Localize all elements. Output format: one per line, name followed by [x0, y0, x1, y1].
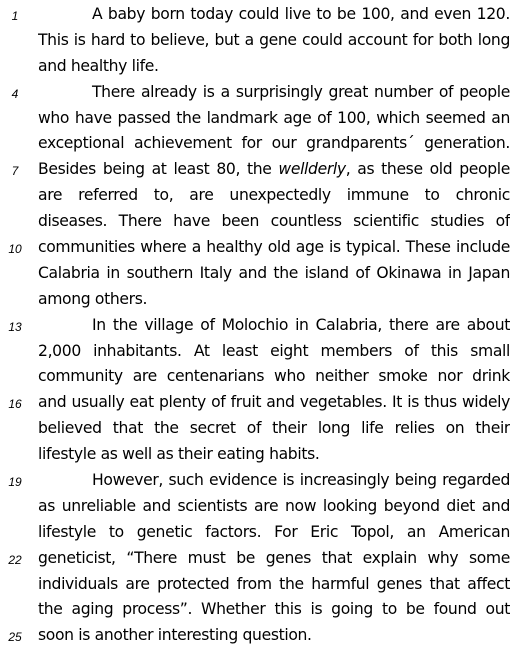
line-text: geneticist, “There must be genes that explain why some [38, 548, 510, 567]
line-number: 7 [11, 164, 19, 179]
text-line [0, 494, 521, 520]
line-text: exceptional achievement for our grandparents´ generation. [38, 134, 510, 153]
text-line [0, 339, 521, 365]
line-number: 16 [8, 397, 22, 412]
text-line [0, 520, 521, 546]
text-line [0, 261, 521, 287]
text-line [0, 313, 521, 339]
text-line [0, 106, 521, 132]
line-number: 13 [8, 319, 22, 334]
line-text: who have passed the landmark age of 100, which seemed an [38, 108, 510, 127]
text-line [0, 416, 521, 442]
text-line [0, 390, 521, 416]
line-text: Calabria in southern Italy and the island of Okinawa in Japan [38, 263, 510, 282]
text-line [0, 209, 521, 235]
line-text: However, such evidence is increasingly being regarded [92, 471, 510, 490]
line-text: diseases. There have been countless scientific studies of [38, 212, 510, 231]
line-text: lifestyle as well as their eating habits. [38, 445, 320, 464]
line-number: 19 [8, 475, 22, 490]
line-text: 2,000 inhabitants. At least eight members of this small [38, 341, 510, 360]
text-line [0, 623, 521, 649]
text-line [0, 287, 521, 313]
document-body [0, 2, 521, 649]
line-text [38, 157, 510, 183]
text-line [0, 54, 521, 80]
text-line [0, 572, 521, 598]
line-text: This is hard to believe, but a gene could account for both long [38, 30, 510, 49]
line-text: individuals are protected from the harmful genes that affect [38, 574, 510, 593]
line-number: 10 [8, 242, 22, 257]
line-number: 25 [8, 630, 22, 645]
line-text: communities where a healthy old age is typical. These include [38, 238, 510, 257]
text-line [0, 2, 521, 28]
line-text: the aging process”. Whether this is going to be found out [38, 600, 510, 619]
line-number: 22 [8, 552, 22, 567]
text-line [0, 28, 521, 54]
text-line [0, 468, 521, 494]
line-text: believed that the secret of their long life relies on their [38, 419, 510, 438]
text-line [0, 131, 521, 157]
line-text: In the village of Molochio in Calabria, there are about [92, 315, 510, 334]
line-text-part: Besides being at least 80, the [38, 160, 279, 179]
line-text: There already is a surprisingly great number of people [92, 82, 510, 101]
line-text: soon is another interesting question. [38, 626, 312, 645]
text-line [0, 546, 521, 572]
line-text: and usually eat plenty of fruit and vegetables. It is thus widely [38, 393, 510, 412]
line-text: among others. [38, 289, 148, 308]
text-line [0, 235, 521, 261]
line-text-part: , as these old people [345, 160, 510, 179]
text-line [0, 442, 521, 468]
line-text: community are centenarians who neither smoke nor drink [38, 367, 510, 386]
text-line [0, 183, 521, 209]
line-text: lifestyle to genetic factors. For Eric Topol, an American [38, 522, 510, 541]
line-text: as unreliable and scientists are now looking beyond diet and [38, 496, 510, 515]
text-line [0, 157, 521, 183]
line-text: A baby born today could live to be 100, and even 120. [92, 5, 510, 23]
italic-term: wellderly [278, 160, 346, 179]
line-text: are referred to, are unexpectedly immune to chronic [38, 186, 510, 205]
line-number: 1 [11, 9, 19, 23]
text-line [0, 364, 521, 390]
line-number: 4 [11, 86, 19, 101]
line-text: and healthy life. [38, 56, 159, 75]
text-line [0, 80, 521, 106]
text-line [0, 597, 521, 623]
